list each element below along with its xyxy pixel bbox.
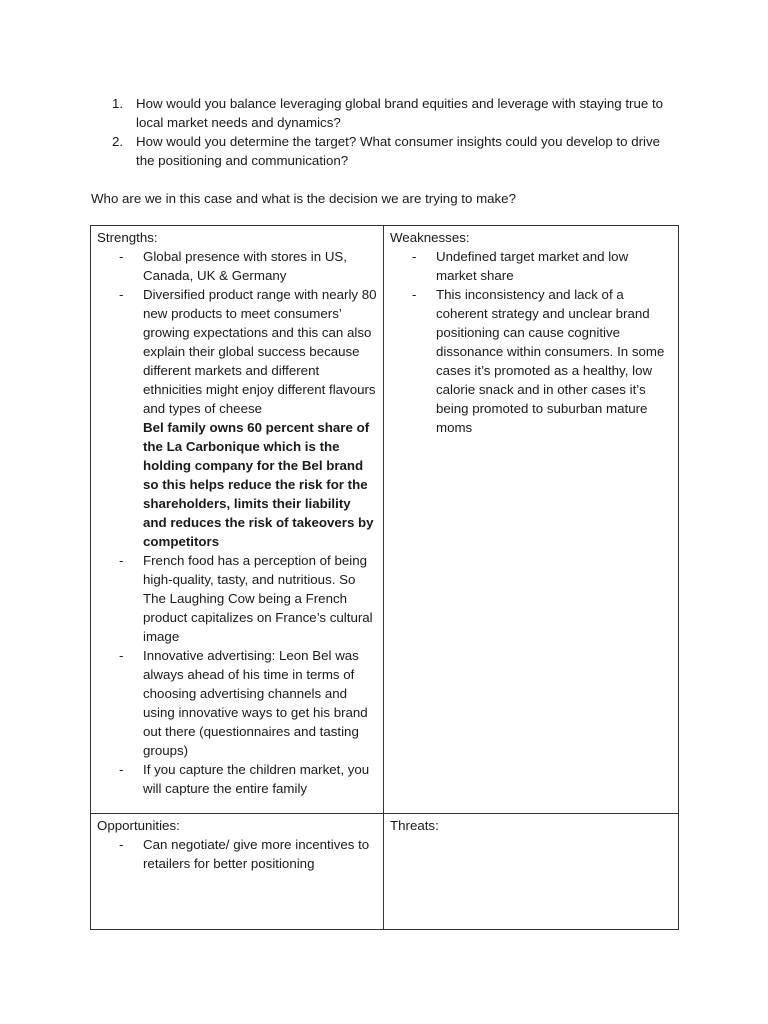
weaknesses-title: Weaknesses: <box>390 230 470 245</box>
list-item: Bel family owns 60 percent share of the La Carbonique which is the holding company for the Bel brand so this helps reduce the risk for the shareholders, limits their liability and reduces the risk of takeovers by competitors <box>143 420 374 549</box>
question-number: 2. <box>112 134 124 149</box>
question-text: How would you determine the target? What consumer insights could you develop to drive the positioning and communication? <box>136 134 661 168</box>
opportunities-cell <box>91 814 384 930</box>
list-item: - Innovative advertising: Leon Bel was always ahead of his time in terms of choosing advertising channels and using innovative ways to get his brand out there (questionnaires and tasting groups) <box>143 646 377 760</box>
intro-question: Who are we in this case and what is the decision we are trying to make? <box>91 191 516 206</box>
strengths-cell <box>91 226 384 814</box>
strengths-title: Strengths: <box>97 230 158 245</box>
opportunities-title: Opportunities: <box>97 818 180 833</box>
list-item: - French food has a perception of being high-quality, tasty, and nutritious. So The Laughing Cow being a French product capitalizes on France’s cultural image <box>143 551 377 646</box>
list-item: - This inconsistency and lack of a coherent strategy and unclear brand positioning can cause cognitive dissonance within consumers. In some cases it’s promoted as a healthy, low calorie snack and in other cases it’s being promoted to suburban mature moms <box>436 285 672 437</box>
threats-cell <box>384 814 679 930</box>
list-item: - Diversified product range with nearly 80 new products to meet consumers’ growing expectations and this can also explain their global success because different markets and different ethnicities might enjoy different flavours and types of cheese <box>143 285 377 418</box>
weaknesses-list <box>390 247 672 437</box>
question-number: 1. <box>112 96 124 111</box>
question-item <box>112 132 682 170</box>
question-text: How would you balance leveraging global brand equities and leverage with staying true to local market needs and dynamics? <box>136 96 664 130</box>
swot-table <box>90 225 679 930</box>
weaknesses-cell <box>384 226 679 814</box>
list-item: - Can negotiate/ give more incentives to retailers for better positioning <box>143 835 377 873</box>
threats-title: Threats: <box>390 818 439 833</box>
opportunities-list <box>97 835 377 873</box>
question-list <box>112 94 682 170</box>
list-item: - If you capture the children market, you will capture the entire family <box>143 760 377 798</box>
question-item <box>112 94 682 132</box>
strengths-list <box>97 247 377 798</box>
list-item: - Undefined target market and low market share <box>436 247 672 285</box>
list-item: - Global presence with stores in US, Canada, UK & Germany <box>143 247 377 285</box>
